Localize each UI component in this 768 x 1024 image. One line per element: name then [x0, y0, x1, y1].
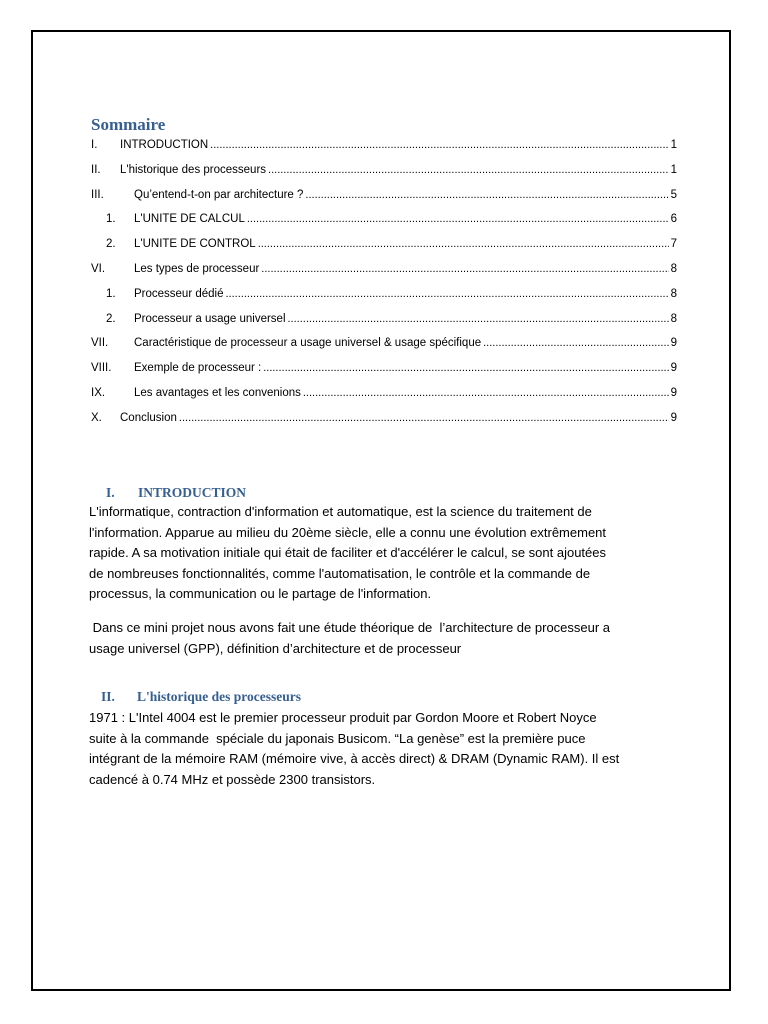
text-line: cadencé à 0.74 MHz et possède 2300 transistors.	[89, 771, 376, 787]
toc-entry-text: Processeur dédié	[134, 287, 224, 300]
toc-entry-text: Exemple de processeur :	[134, 362, 262, 375]
toc-page-number: 8	[670, 312, 677, 325]
toc-page-number: 8	[670, 287, 677, 300]
text-line: l'information. Apparue au milieu du 20ème siècle, elle a connu une évolution extrêmement	[89, 524, 607, 540]
text-line: 1971 : L'Intel 4004 est le premier processeur produit par Gordon Moore et Robert Noyce	[89, 710, 597, 725]
history-paragraph-1	[89, 708, 679, 790]
toc-page-number: 7	[670, 238, 677, 251]
toc-entry-number: 2.	[106, 238, 116, 251]
toc-entry-text: Les avantages et les convenions	[134, 387, 301, 399]
toc-entry-number: X.	[91, 411, 102, 424]
toc-entry-text: Processeur a usage universel	[134, 312, 286, 325]
toc-page-number: 9	[670, 337, 677, 350]
toc-leader-dots	[268, 161, 669, 179]
text-line: L'informatique, contraction d'information et automatique, est la science du traitement de	[89, 504, 592, 519]
toc-entry[interactable]	[91, 310, 677, 328]
toc-page-number: 5	[670, 188, 677, 201]
text-line: usage universel (GPP), définition d’architecture et de processeur	[89, 640, 462, 656]
text-line: rapide. A sa motivation initiale qui était de faciliter et d'accélérer le calcul, se sont ajoutées	[89, 545, 606, 560]
toc-leader-dots	[263, 359, 668, 377]
toc-entry[interactable]	[91, 334, 677, 352]
toc-leader-dots	[258, 235, 669, 253]
toc-entry-text: Conclusion	[120, 411, 177, 424]
toc-entry[interactable]	[91, 161, 677, 179]
toc-entry[interactable]	[91, 210, 677, 228]
toc-page-number: 8	[670, 263, 677, 275]
toc-page-number: 6	[670, 213, 677, 226]
toc-leader-dots	[179, 409, 669, 427]
toc-entry-number: VII.	[91, 337, 109, 350]
toc-page-number: 9	[670, 411, 677, 424]
toc-entry[interactable]	[91, 260, 677, 278]
toc-entry[interactable]	[91, 409, 677, 427]
toc-entry-text: Caractéristique de processeur a usage universel & usage spécifique	[134, 337, 482, 350]
intro-paragraph-1	[89, 502, 679, 605]
toc-page-number: 9	[670, 362, 677, 375]
toc-entry-number: I.	[91, 139, 98, 151]
section-title: L'historique des processeurs	[137, 689, 302, 704]
toc-entry-text: L'UNITE DE CALCUL	[134, 213, 245, 226]
toc-entry[interactable]	[91, 285, 677, 303]
toc-page-number: 1	[670, 139, 677, 151]
toc-entry-number: 2.	[106, 312, 116, 325]
toc-leader-dots	[247, 210, 669, 228]
text-line: de nombreuses fonctionnalités, comme l'automatisation, le contrôle et la commande de	[89, 565, 591, 581]
text-line: intégrant de la mémoire RAM (mémoire vive, à accès direct) & DRAM (Dynamic RAM). Il est	[89, 751, 620, 766]
toc-leader-dots	[288, 310, 669, 328]
toc-entry-number: VI.	[91, 263, 106, 275]
toc-entry[interactable]	[91, 384, 677, 402]
toc-leader-dots	[261, 260, 668, 278]
toc-entry-number: 1.	[106, 213, 116, 226]
toc-leader-dots	[483, 334, 668, 352]
toc-leader-dots	[305, 186, 668, 204]
toc-entry-text: Qu’entend-t-on par architecture ?	[134, 188, 304, 201]
toc-entry-number: 1.	[106, 287, 116, 300]
text-line: Dans ce mini projet nous avons fait une étude théorique de l’architecture de processeur a	[89, 620, 611, 635]
toc-entry-text: L'UNITE DE CONTROL	[134, 238, 256, 251]
toc-entry[interactable]	[91, 186, 677, 204]
toc-entry-number: II.	[91, 163, 101, 176]
toc-entry-number: IX.	[91, 387, 106, 399]
intro-paragraph-2	[89, 618, 679, 659]
section-number: I.	[106, 485, 115, 500]
section-title: INTRODUCTION	[138, 485, 247, 500]
toc-entry-text: INTRODUCTION	[120, 139, 209, 151]
section-number: II.	[101, 689, 115, 704]
text-line: suite à la commande spéciale du japonais Busicom. “La genèse” est la première puce	[89, 730, 586, 746]
toc-entry-number: VIII.	[91, 362, 112, 375]
toc-entry[interactable]	[91, 136, 677, 154]
section-heading-history	[101, 688, 301, 706]
toc-entry[interactable]	[91, 359, 677, 377]
toc-leader-dots	[303, 384, 669, 402]
toc-page-number: 1	[670, 163, 677, 176]
toc-entry-text: L'historique des processeurs	[120, 163, 267, 176]
toc-page-number: 9	[670, 387, 677, 399]
toc-entry-text: Les types de processeur	[134, 263, 260, 275]
toc-title: Sommaire	[91, 115, 166, 134]
toc-leader-dots	[210, 136, 668, 154]
toc-entry-number: III.	[91, 188, 104, 201]
toc-entry[interactable]	[91, 235, 677, 253]
text-line: processus, la communication ou le partage de l'information.	[89, 586, 432, 601]
toc-leader-dots	[226, 285, 669, 303]
section-heading-introduction	[106, 484, 246, 502]
